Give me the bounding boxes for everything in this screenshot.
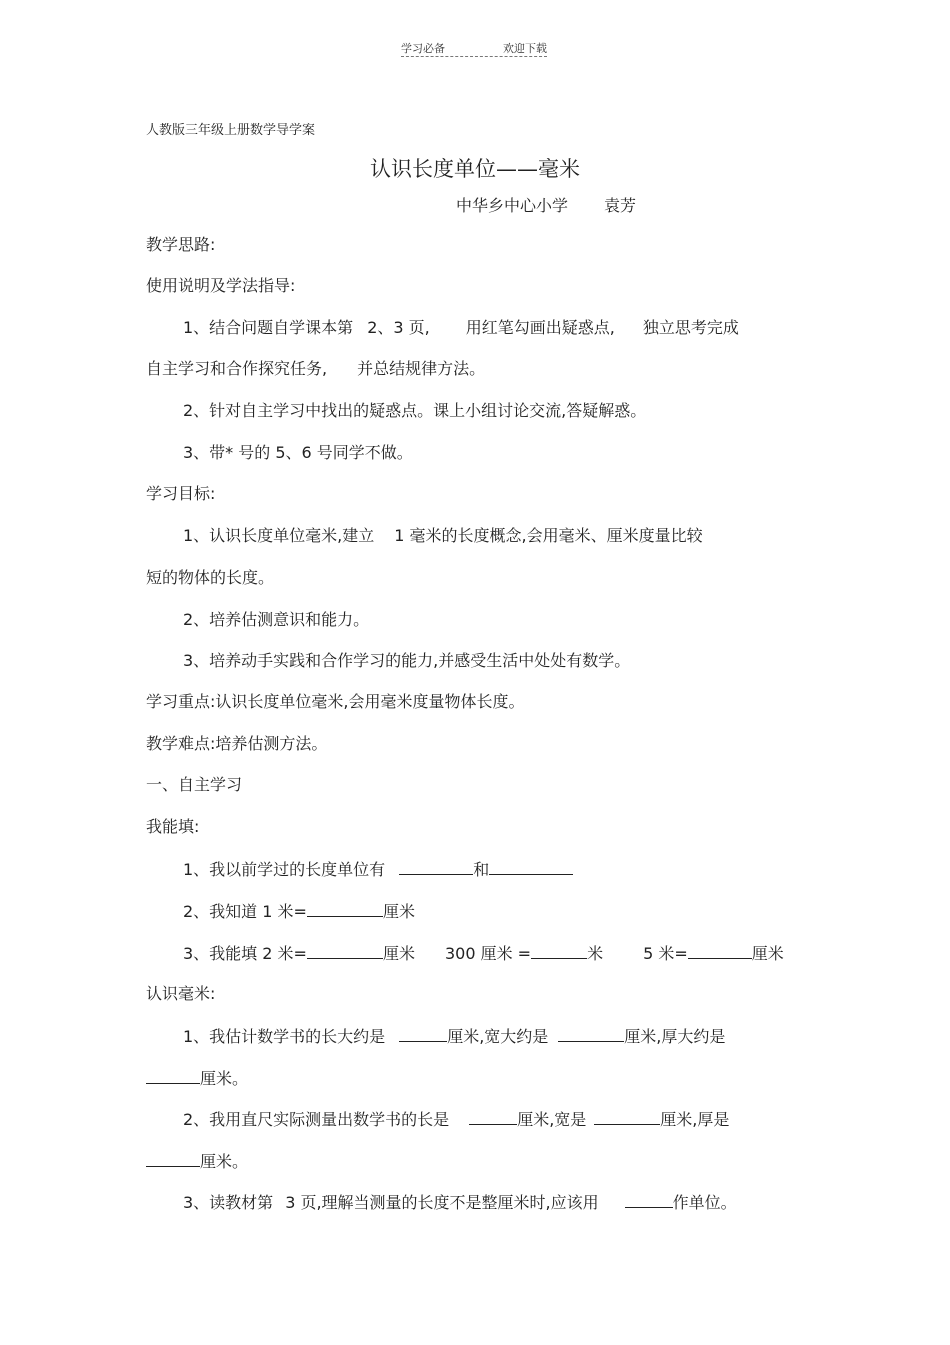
usage-item-3: 3、带* 号的 5、6 号同学不做。 <box>183 443 413 462</box>
fill-item-2 <box>183 901 415 922</box>
fill-heading: 我能填: <box>146 817 200 836</box>
text-segment: 1、认识长度单位毫米,建立 <box>183 526 375 545</box>
mm-item-2 <box>183 1109 729 1130</box>
text-segment: 300 厘米 = <box>444 944 532 963</box>
text-segment: 1、我估计数学书的长大约是 <box>183 1027 386 1046</box>
text-segment: 5 米= <box>643 944 688 963</box>
goal-item-2: 2、培养估测意识和能力。 <box>183 610 370 629</box>
thinking-heading: 教学思路: <box>146 235 216 254</box>
answer-blank[interactable] <box>307 943 383 959</box>
answer-blank[interactable] <box>558 1026 624 1042</box>
text-segment: 并总结规律方法。 <box>357 359 486 378</box>
text-segment: 2、我知道 1 米= <box>183 902 307 921</box>
answer-blank[interactable] <box>531 943 587 959</box>
page-header <box>401 40 547 60</box>
answer-blank[interactable] <box>399 859 473 875</box>
answer-blank[interactable] <box>469 1109 517 1125</box>
fill-item-3 <box>183 943 784 964</box>
author-school: 中华乡中心小学 <box>456 196 569 215</box>
header-right-text: 欢迎下载 <box>503 42 547 55</box>
goal-item-1 <box>183 526 703 546</box>
author-name: 袁芳 <box>604 196 637 215</box>
text-segment: 厘米。 <box>200 1152 249 1171</box>
usage-item-2: 2、针对自主学习中找出的疑惑点。课上小组讨论交流,答疑解惑。 <box>183 401 647 420</box>
text-segment: 3 页,理解当测量的长度不是整厘米时,应该用 <box>285 1193 599 1212</box>
usage-heading: 使用说明及学法指导: <box>146 276 296 295</box>
usage-item-1-cont <box>146 359 485 379</box>
answer-blank[interactable] <box>489 859 573 875</box>
answer-blank[interactable] <box>307 901 383 917</box>
key-point: 学习重点:认识长度单位毫米,会用毫米度量物体长度。 <box>146 692 525 711</box>
text-segment: 3、读教材第 <box>183 1193 274 1212</box>
text-segment: 厘米 <box>382 902 415 921</box>
text-segment: 2、3 页, <box>367 318 430 337</box>
answer-blank[interactable] <box>625 1192 673 1208</box>
document-title: 认识长度单位——毫米 <box>370 157 580 181</box>
answer-blank[interactable] <box>688 943 752 959</box>
text-segment: 厘米,厚大约是 <box>624 1027 726 1046</box>
text-segment: 作单位。 <box>672 1193 737 1212</box>
answer-blank[interactable] <box>594 1109 660 1125</box>
answer-blank[interactable] <box>146 1151 200 1167</box>
text-segment: 1、结合问题自学课本第 <box>183 318 354 337</box>
text-segment: 1 毫米的长度概念,会用毫米、厘米度量比较 <box>394 526 703 545</box>
goals-heading: 学习目标: <box>146 484 216 503</box>
text-segment: 厘米,宽大约是 <box>447 1027 549 1046</box>
mm-item-2-cont <box>146 1151 248 1172</box>
text-segment: 厘米。 <box>200 1069 249 1088</box>
text-segment: 1、我以前学过的长度单位有 <box>183 860 386 879</box>
text-segment: 2、我用直尺实际测量出数学书的长是 <box>183 1110 450 1129</box>
text-segment: 米 <box>587 944 604 963</box>
text-segment: 和 <box>473 860 490 879</box>
text-segment: 独立思考完成 <box>642 318 739 337</box>
text-segment: 3、我能填 2 米= <box>183 944 307 963</box>
text-segment: 厘米,宽是 <box>517 1110 587 1129</box>
mm-item-1 <box>183 1026 725 1047</box>
answer-blank[interactable] <box>399 1026 447 1042</box>
text-segment: 厘米 <box>751 944 784 963</box>
text-segment: 用红笔勾画出疑惑点, <box>465 318 615 337</box>
text-segment: 厘米,厚是 <box>660 1110 730 1129</box>
text-segment: 自主学习和合作探究任务, <box>146 359 328 378</box>
answer-blank[interactable] <box>146 1068 200 1084</box>
fill-item-1 <box>183 859 573 880</box>
author-line <box>456 196 636 216</box>
goal-item-3: 3、培养动手实践和合作学习的能力,并感受生活中处处有数学。 <box>183 651 631 670</box>
usage-item-1 <box>183 318 739 338</box>
text-segment: 厘米 <box>382 944 415 963</box>
header-left-text: 学习必备 <box>401 42 445 55</box>
mm-heading: 认识毫米: <box>146 984 216 1003</box>
subject-line: 人教版三年级上册数学导学案 <box>146 123 316 138</box>
section-heading: 一、自主学习 <box>146 775 243 794</box>
goal-item-1-cont: 短的物体的长度。 <box>146 568 275 587</box>
mm-item-3 <box>183 1192 737 1213</box>
mm-item-1-cont <box>146 1068 248 1089</box>
difficulty: 教学难点:培养估测方法。 <box>146 734 328 753</box>
header-divider <box>401 56 547 57</box>
